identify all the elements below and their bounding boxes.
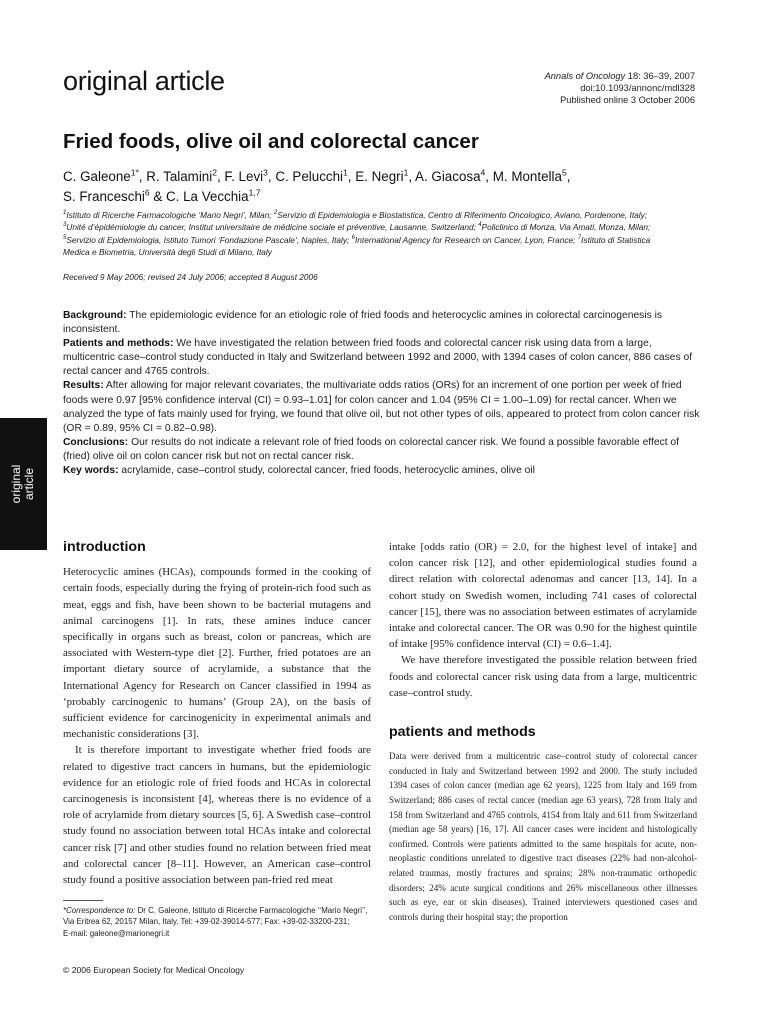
abstract-text: acrylamide, case–control study, colorectal cancer, fried foods, heterocyclic amines, olive oil <box>118 465 535 477</box>
doi: doi:10.1093/annonc/mdl328 <box>580 83 695 93</box>
abstract-section <box>63 309 703 337</box>
affiliation-number: 6 <box>351 235 355 242</box>
author-name: S. Franceschi <box>63 189 145 204</box>
author-name: A. Giacosa <box>415 169 481 184</box>
abstract-text: Our results do not indicate a relevant role of fried foods on colorectal cancer risk. We found a possible favorable effect of (fried) olive oil on colon cancer risk but not on rectal cancer risk. <box>63 436 680 462</box>
author-name: F. Levi <box>224 169 264 184</box>
author-separator: , <box>216 169 225 184</box>
column-left <box>63 539 371 888</box>
introduction-heading: introduction <box>63 539 146 555</box>
author-affiliation-marker: 1,7 <box>248 187 261 198</box>
author-separator: , <box>138 169 147 184</box>
abstract-section <box>63 379 703 435</box>
affiliation-text: Unité d’épidémiologie du cancer, Institut universitaire de médicine sociale et préventive, Lausanne, Switzerland; <box>66 222 479 233</box>
abstract-text: After allowing for major relevant covariates, the multivariate odds ratios (ORs) for an increment of one portion per week of fried foods were 0.97 [95% confidence interval (CI) = 0.93–1.01] for colon cancer and 1.04 (95% CI = 1.00–1.09) for rectal cancer. When we analyzed the type of fats mainly used for frying, we found that olive oil, but not other types of oils, appeared to protect from colon cancer risk (OR = 0.89, 95% CI = 0.82–0.98). <box>63 380 700 434</box>
copyright: © 2006 European Society for Medical Oncology <box>63 965 245 975</box>
methods-heading: patients and methods <box>389 724 536 741</box>
author-affiliation-marker: 2 <box>212 167 217 178</box>
journal-citation <box>545 70 695 106</box>
journal-name: Annals of Oncology <box>544 71 626 81</box>
received-dates: Received 9 May 2006; revised 24 July 2006; accepted 8 August 2006 <box>63 272 318 282</box>
author-affiliation-marker: 1 <box>343 167 348 178</box>
correspondence-email: E-mail: galeone@marionegri.it <box>63 928 170 938</box>
author-name: C. La Vecchia <box>165 189 249 204</box>
affiliation-text: Istituto di Statistica <box>581 234 651 245</box>
author-affiliation-marker: 3 <box>263 167 268 178</box>
author-separator: , <box>566 169 571 184</box>
journal-volume: 18: 36–39, 2007 <box>627 71 695 81</box>
intro-paragraph: We have therefore investigated the possible relation between fried foods and colorectal cancer risk using data from a large, multicentric case–control study. <box>389 654 697 699</box>
correspondence-address: Via Eritrea 62, 20157 Milan, Italy. Tel: +39-02-39014-577; Fax: +39-02-33200-231; <box>63 917 350 927</box>
author-affiliation-marker: 5 <box>561 167 567 178</box>
affiliation-text: Servizio di Epidemiologia, Istituto Tumori ‘Fondazione Pascale’, Naples, Italy; <box>66 234 352 245</box>
abstract-text: The epidemiologic evidence for an etiologic role of fried foods and heterocyclic amines in colorectal carcinogenesis is inconsistent. <box>63 310 663 336</box>
author-line-2 <box>63 187 703 207</box>
abstract-section <box>63 436 703 464</box>
author-affiliation-marker: 1 <box>403 167 409 178</box>
intro-paragraph: Heterocyclic amines (HCAs), compounds formed in the cooking of certain foods, especially during the frying of protein-rich food such as meat, eggs and fish, have been shown to be bacterial mutagens and animal carcinogens [1]. In rats, these amines induce cancer specifically in organs such as breast, colon or pancreas, which are associated with Western-type diet [2]. Further, fried potatoes are an important dietary source of acrylamide, a substance that the International Agency for Research on Cancer classified in 1994 as ‘probably carcinogenic to humans’ (Group 2A), on the basis of sufficient evidence for carcinogenicity in experimental animals and mechanistic considerations [3]. <box>63 566 371 741</box>
author-name: R. Talamini <box>146 169 213 184</box>
intro-paragraph: intake [odds ratio (OR) = 2.0, for the highest level of intake] and colon cancer risk [12], and other epidemiological studies found a direct relation with colorectal adenomas and cancer [13, 14]. In a cohort study on Swedish women, including 741 cases of colorectal cancer [15], there was no association between estimates of acrylamide intake and colorectal cancer. The OR was 0.90 for the highest quintile of intake [95% confidence interval (CI) = 0.6–1.4]. <box>389 541 697 651</box>
affiliation-text: International Agency for Research on Cancer, Lyon, France; <box>355 234 578 245</box>
author-list <box>63 167 703 207</box>
abstract <box>63 309 703 478</box>
abstract-section <box>63 464 703 478</box>
footnote-divider <box>63 900 103 901</box>
affiliation-number: 2 <box>273 210 278 217</box>
article-title: Fried foods, olive oil and colorectal cancer <box>63 130 479 153</box>
abstract-label: Results: <box>63 380 104 392</box>
abstract-label: Conclusions: <box>63 436 129 448</box>
published-date: Published online 3 October 2006 <box>560 95 695 105</box>
affiliation-number: 4 <box>478 222 482 229</box>
author-affiliation-marker: 1* <box>130 167 139 178</box>
column-right <box>389 539 697 924</box>
side-tab-line-2: article <box>22 467 36 501</box>
section-label: original article <box>63 66 225 96</box>
author-separator: , <box>267 169 276 184</box>
methods-section <box>389 724 697 924</box>
author-name: E. Negri <box>355 169 404 184</box>
author-name: C. Galeone <box>63 169 131 184</box>
author-name: M. Montella <box>492 169 562 184</box>
affiliation-number: 3 <box>63 222 67 229</box>
abstract-label: Background: <box>63 310 127 321</box>
affiliation-number: 5 <box>63 235 67 242</box>
side-tab-line-1: original <box>9 464 23 504</box>
methods-paragraph: Data were derived from a multicentric case–control study of colorectal cancer conducted in Italy and Switzerland between 1992 and 2000. The study included 1394 cases of colon cancer (median age 62 years), 1225 from Italy and 169 from Switzerland; 886 cases of rectal cancer (median age 63 years), 728 from Italy and 158 from Switzerland and 4765 controls, 4154 from Italy and 611 from Switzerland (median age 58 years) [16, 17]. All cancer cases were incident and histologically confirmed. Controls were patients admitted to the same hospitals for acute, non-neoplastic conditions unrelated to digestive tract diseases (22% had non-alcohol-related traumas, mostly fractures and sprains; 28% non-traumatic orthopedic disorders; 24% acute surgical conditions and 26% miscellaneous other illnesses such as eye, ear or skin diseases). Trained interviewers questioned cases and controls during their hospital stay; the proportion <box>389 751 697 922</box>
affiliation-number: 1 <box>63 210 67 217</box>
correspondence-footnote <box>63 905 373 939</box>
author-separator: , <box>408 169 416 184</box>
affiliation-text: Servizio di Epidemiologia e Biostatistica, Centro di Riferimento Oncologico, Aviano, Pordenone, Italy; <box>277 210 648 220</box>
abstract-label: Key words: <box>63 465 119 477</box>
intro-paragraph: It is therefore important to investigate whether fried foods are related to digestive tract cancers in humans, but the epidemiologic evidence for an etiologic role of fried foods and HCAs in colorectal carcinogenesis is inconsistent [4], whereas there is no evidence of a role of acrylamide from dietary sources [5, 6]. A Swedish case–control study found no association between total HCAs intake and colorectal cancer risk [7] and other studies found no relation between fried meat and colorectal cancer [8–11]. However, an American case–control study found a positive association between pan-fried red meat <box>63 744 371 887</box>
affiliations <box>63 209 708 259</box>
affiliation-text: Policlinico di Monza, Via Amati, Monza, Milan; <box>481 222 651 233</box>
author-separator: , <box>347 169 356 184</box>
author-affiliation-marker: 4 <box>480 167 486 178</box>
author-line-1 <box>63 167 703 187</box>
affiliation-text: Medica e Biometria, Università degli Studi di Milano, Italy <box>63 247 272 258</box>
abstract-section <box>63 337 703 379</box>
abstract-text: We have investigated the relation between fried foods and colorectal cancer risk using data from a large, multicentric case–control study conducted in Italy and Switzerland between 1992 and 2000, with 1394 cases of colon cancer, 886 cases of rectal cancer and 4765 controls. <box>63 338 693 378</box>
author-separator: , <box>485 169 493 184</box>
author-affiliation-marker: 6 <box>144 187 150 198</box>
abstract-label: Patients and methods: <box>63 338 174 350</box>
section-side-tab <box>0 418 47 550</box>
correspondence-text: Dr C. Galeone, Istituto di Ricerche Farmacologiche ‘‘Mario Negri’’, <box>135 906 368 915</box>
affiliation-text: Istituto di Ricerche Farmacologiche ‘Mario Negri’, Milan; <box>66 210 274 220</box>
author-separator: & <box>149 189 166 204</box>
correspondence-label: *Correspondence to: <box>63 906 136 915</box>
affiliation-number: 7 <box>577 235 582 242</box>
author-name: C. Pelucchi <box>275 169 344 184</box>
